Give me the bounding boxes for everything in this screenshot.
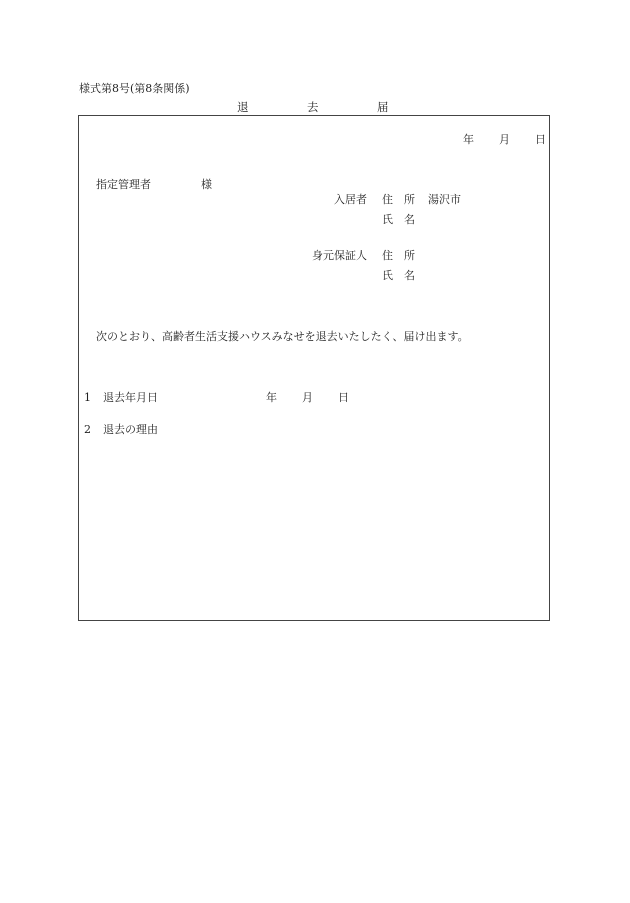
resident-role: 入居者	[334, 193, 367, 206]
addressee-honorific: 様	[201, 178, 212, 191]
guarantor-name-label: 氏 名	[382, 269, 415, 282]
addressee-name: 指定管理者	[96, 178, 151, 191]
item-year-label: 年	[266, 391, 277, 404]
statement-text: 次のとおり、高齢者生活支援ハウスみなせを退去いたしたく、届け出ます。	[96, 330, 469, 343]
resident-address-label: 住 所	[382, 193, 415, 206]
form-number: 様式第8号(第8条関係)	[79, 82, 190, 95]
item-label: 退去の理由	[103, 423, 158, 436]
item-label: 退去年月日	[103, 391, 158, 404]
resident-name-label: 氏 名	[382, 213, 415, 226]
date-day-label: 日	[535, 133, 546, 146]
title-char-1: 退	[237, 100, 249, 114]
guarantor-role: 身元保証人	[312, 249, 367, 262]
item-number: 2	[84, 423, 91, 436]
date-year-label: 年	[463, 133, 474, 146]
item-number: 1	[84, 391, 91, 404]
date-month-label: 月	[499, 133, 510, 146]
item-day-label: 日	[338, 391, 349, 404]
item-month-label: 月	[302, 391, 313, 404]
resident-address-value: 湯沢市	[428, 193, 461, 206]
title-char-2: 去	[307, 100, 319, 114]
title-char-3: 届	[377, 100, 389, 114]
guarantor-address-label: 住 所	[382, 249, 415, 262]
